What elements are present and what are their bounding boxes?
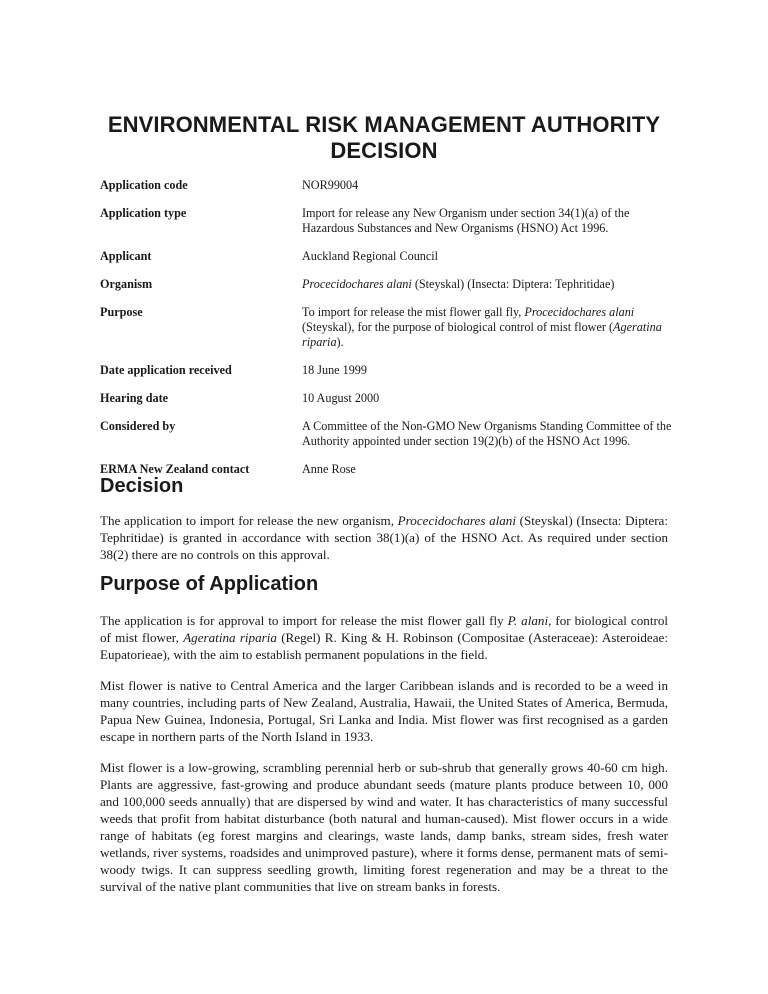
taxonomy-text: (Steyskal) (Insecta: Diptera: Tephritidae)	[411, 277, 615, 291]
decision-paragraph: The application to import for release the new organism, Procecidochares alani (Steyskal) (Insecta: Diptera: Tephritidae) is granted in accordance with section 38(1)(a) of the HSNO Act. As required under section 38(2) there are no controls on this approval.	[100, 513, 668, 562]
meta-row-contact	[100, 462, 680, 477]
meta-value	[302, 305, 672, 350]
purpose-paragraph-2: Mist flower is native to Central America and the larger Caribbean islands and is recorded to be a weed in many countries, including parts of New Zealand, Australia, Hawaii, the United States of America, Bermuda, Papua New Guinea, Indonesia, Portugal, Sri Lanka and India. Mist flower was first recognised as a garden escape in northern parts of the North Island in 1933.	[100, 678, 668, 744]
species-name: Procecidochares alani	[302, 277, 412, 291]
meta-row-date-received	[100, 363, 680, 378]
species-name: Ageratina riparia	[183, 630, 277, 645]
purpose-text: (Steyskal), for the purpose of biological control of mist flower (	[302, 320, 614, 334]
meta-row-organism	[100, 277, 680, 292]
meta-row-applicant	[100, 249, 680, 264]
species-name: Procecidochares alani	[524, 305, 635, 319]
purpose-paragraph-3: Mist flower is a low-growing, scrambling perennial herb or sub-shrub that generally grows 40-60 cm high. Plants are aggressive, fast-growing and produce abundant seeds (mature plants produce between 10, 000 and 100,000 seeds annually) that are dispersed by wind and water. It has characteristics of many successful weeds that profit from habitat disturbance (both natural and human-caused). Mist flower occurs in a wide range of habitats (eg forest margins and clearings, waste lands, damp banks, stream sides, fresh water wetlands, river systems, roadsides and unimproved pasture), where it forms dense, permanent mats of semi-woody twigs. It can suppress seedling growth, limiting forest regeneration and may be a threat to the survival of the native plant communities that live on stream banks in forests.	[100, 760, 668, 894]
meta-value: Import for release any New Organism under section 34(1)(a) of the Hazardous Substances and New Organisms (HSNO) Act 1996.	[302, 206, 630, 235]
meta-value: Auckland Regional Council	[302, 249, 439, 263]
meta-label: Applicant	[100, 249, 152, 263]
meta-label: Hearing date	[100, 391, 169, 405]
meta-row-considered-by	[100, 419, 680, 449]
decision-body	[100, 512, 668, 577]
purpose-body	[100, 612, 668, 909]
species-name: Procecidochares alani	[397, 513, 516, 528]
meta-value: 10 August 2000	[302, 391, 380, 405]
purpose-text: To import for release the mist flower gall fly,	[302, 305, 525, 319]
meta-row-application-type	[100, 206, 680, 236]
meta-row-application-code	[100, 178, 680, 193]
meta-label: Purpose	[100, 305, 143, 319]
purpose-text: ).	[336, 335, 344, 349]
species-name: Ageratina riparia	[302, 320, 662, 349]
meta-label: Application type	[100, 206, 187, 220]
meta-label: Considered by	[100, 419, 176, 433]
application-details-table	[100, 178, 680, 490]
document-title: ENVIRONMENTAL RISK MANAGEMENT AUTHORITY DECISION	[107, 112, 661, 163]
meta-row-hearing-date	[100, 391, 680, 406]
meta-row-purpose	[100, 305, 680, 350]
decision-heading: Decision	[100, 475, 184, 497]
species-name: P. alani	[507, 613, 549, 628]
purpose-paragraph-1: The application is for approval to import for release the mist flower gall fly P. alani, for biological control of mist flower, Ageratina riparia (Regel) R. King & H. Robinson (Compositae (Asteraceae): Asteroideae: Eupatorieae), with the aim to establish permanent populations in the field.	[100, 613, 669, 662]
meta-value: NOR99004	[302, 178, 359, 192]
meta-label: Organism	[100, 277, 153, 291]
meta-label: Date application received	[100, 363, 232, 377]
purpose-heading: Purpose of Application	[100, 573, 319, 595]
meta-value: 18 June 1999	[302, 363, 367, 377]
meta-label: ERMA New Zealand contact	[100, 462, 250, 476]
meta-label: Application code	[100, 178, 188, 192]
meta-value: Anne Rose	[302, 462, 356, 476]
meta-value	[302, 277, 672, 292]
meta-value: A Committee of the Non-GMO New Organisms Standing Committee of the Authority appointed under section 19(2)(b) of the HSNO Act 1996.	[302, 419, 672, 448]
